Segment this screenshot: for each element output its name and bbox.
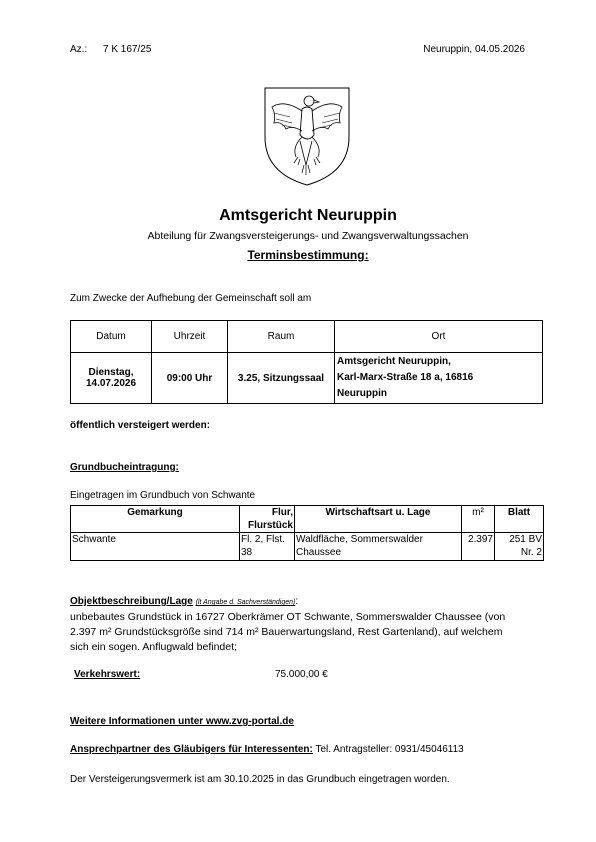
ort-line-2: Karl-Marx-Straße 18 a, 16816 bbox=[337, 372, 474, 383]
col-header-m2: m² bbox=[462, 506, 495, 533]
flur-header-line-2: Flurstück bbox=[247, 520, 293, 531]
cell-gemarkung: Schwante bbox=[71, 533, 240, 561]
eagle-coat-of-arms-icon bbox=[262, 85, 352, 187]
verkehrswert-value: 75.000,00 € bbox=[275, 669, 328, 680]
col-header-flur bbox=[240, 506, 295, 533]
footer-note: Der Versteigerungsvermerk ist am 30.10.2025 in das Grundbuch eingetragen worden. bbox=[70, 774, 450, 785]
az-label: Az.: bbox=[70, 44, 88, 55]
datum-weekday: Dienstag, bbox=[88, 367, 134, 378]
objekt-description bbox=[70, 610, 505, 655]
col-header-gemarkung: Gemarkung bbox=[71, 506, 240, 533]
wirtschaftsart-line-1: Waldfläche, Sommerswalder bbox=[296, 534, 423, 545]
cell-wirtschaftsart bbox=[295, 533, 462, 561]
col-header-wirtschaftsart: Wirtschaftsart u. Lage bbox=[295, 506, 462, 533]
blatt-line-1: 251 BV bbox=[509, 534, 542, 545]
col-header-datum: Datum bbox=[71, 321, 152, 353]
cell-ort bbox=[335, 353, 543, 404]
court-department: Abteilung für Zwangsversteigerungs- und Zwangsverwaltungssachen bbox=[147, 230, 469, 242]
grundbuch-table bbox=[70, 505, 544, 561]
col-header-blatt: Blatt bbox=[495, 506, 544, 533]
termin-table-header-row bbox=[71, 321, 543, 353]
cell-m2: 2.397 bbox=[462, 533, 495, 561]
col-header-ort: Ort bbox=[335, 321, 543, 353]
cell-flur bbox=[240, 533, 295, 561]
objekt-colon: : bbox=[295, 596, 299, 607]
objekt-line-3: sich ein sogen. Anflugwald befindet; bbox=[70, 641, 237, 653]
flur-header-line-1: Flur, bbox=[271, 507, 293, 518]
cell-blatt bbox=[495, 533, 544, 561]
cell-raum: 3.25, Sitzungssaal bbox=[228, 353, 335, 404]
blatt-line-2: Nr. 2 bbox=[520, 547, 542, 558]
ansprechpartner-line bbox=[70, 744, 464, 755]
flur-line-1: Fl. 2, Flst. bbox=[241, 534, 285, 545]
col-header-raum: Raum bbox=[228, 321, 335, 353]
grundbuch-heading: Grundbucheintragung: bbox=[70, 462, 179, 473]
document-title: Terminsbestimmung: bbox=[247, 248, 369, 262]
ort-line-1: Amtsgericht Neuruppin, bbox=[337, 356, 451, 367]
termin-table-row bbox=[71, 353, 543, 404]
grundbuch-intro: Eingetragen im Grundbuch von Schwante bbox=[70, 490, 256, 501]
place-date: Neuruppin, 04.05.2026 bbox=[423, 44, 525, 55]
versteigert-text: öffentlich versteigert werden: bbox=[70, 420, 211, 431]
objekt-note: (lt Angabe d. Sachverständigen) bbox=[195, 599, 296, 606]
cell-datum bbox=[71, 353, 152, 404]
az-number: 7 K 167/25 bbox=[103, 44, 152, 55]
weitere-informationen: Weitere Informationen unter www.zvg-portal.de bbox=[70, 716, 294, 727]
col-header-uhrzeit: Uhrzeit bbox=[152, 321, 228, 353]
verkehrswert-label: Verkehrswert: bbox=[74, 669, 141, 680]
ansprechpartner-value: Tel. Antragsteller: 0931/45046113 bbox=[312, 744, 464, 755]
objekt-heading: Objektbeschreibung/Lage bbox=[70, 596, 193, 607]
wirtschaftsart-line-2: Chaussee bbox=[296, 547, 342, 558]
cell-uhrzeit: 09:00 Uhr bbox=[152, 353, 228, 404]
ort-line-3: Neuruppin bbox=[337, 388, 387, 399]
objekt-line-1: unbebautes Grundstück in 16727 Oberkrämer OT Schwante, Sommerswalder Chaussee (von bbox=[70, 611, 506, 623]
intro-text: Zum Zwecke der Aufhebung der Gemeinschaft soll am bbox=[70, 293, 312, 304]
grundbuch-table-header-row bbox=[71, 506, 544, 533]
objekt-heading-line bbox=[70, 596, 298, 607]
court-name: Amtsgericht Neuruppin bbox=[219, 207, 397, 224]
termin-table bbox=[70, 320, 543, 404]
grundbuch-table-row bbox=[71, 533, 544, 561]
flur-line-2: 38 bbox=[241, 547, 253, 558]
datum-date: 14.07.2026 bbox=[85, 378, 137, 389]
objekt-line-2: 2.397 m² Grundstücksgröße sind 714 m² Bauerwartungsland, Rest Gartenland), auf welchem bbox=[70, 626, 503, 638]
ansprechpartner-label: Ansprechpartner des Gläubigers für Interessenten: bbox=[70, 744, 313, 755]
